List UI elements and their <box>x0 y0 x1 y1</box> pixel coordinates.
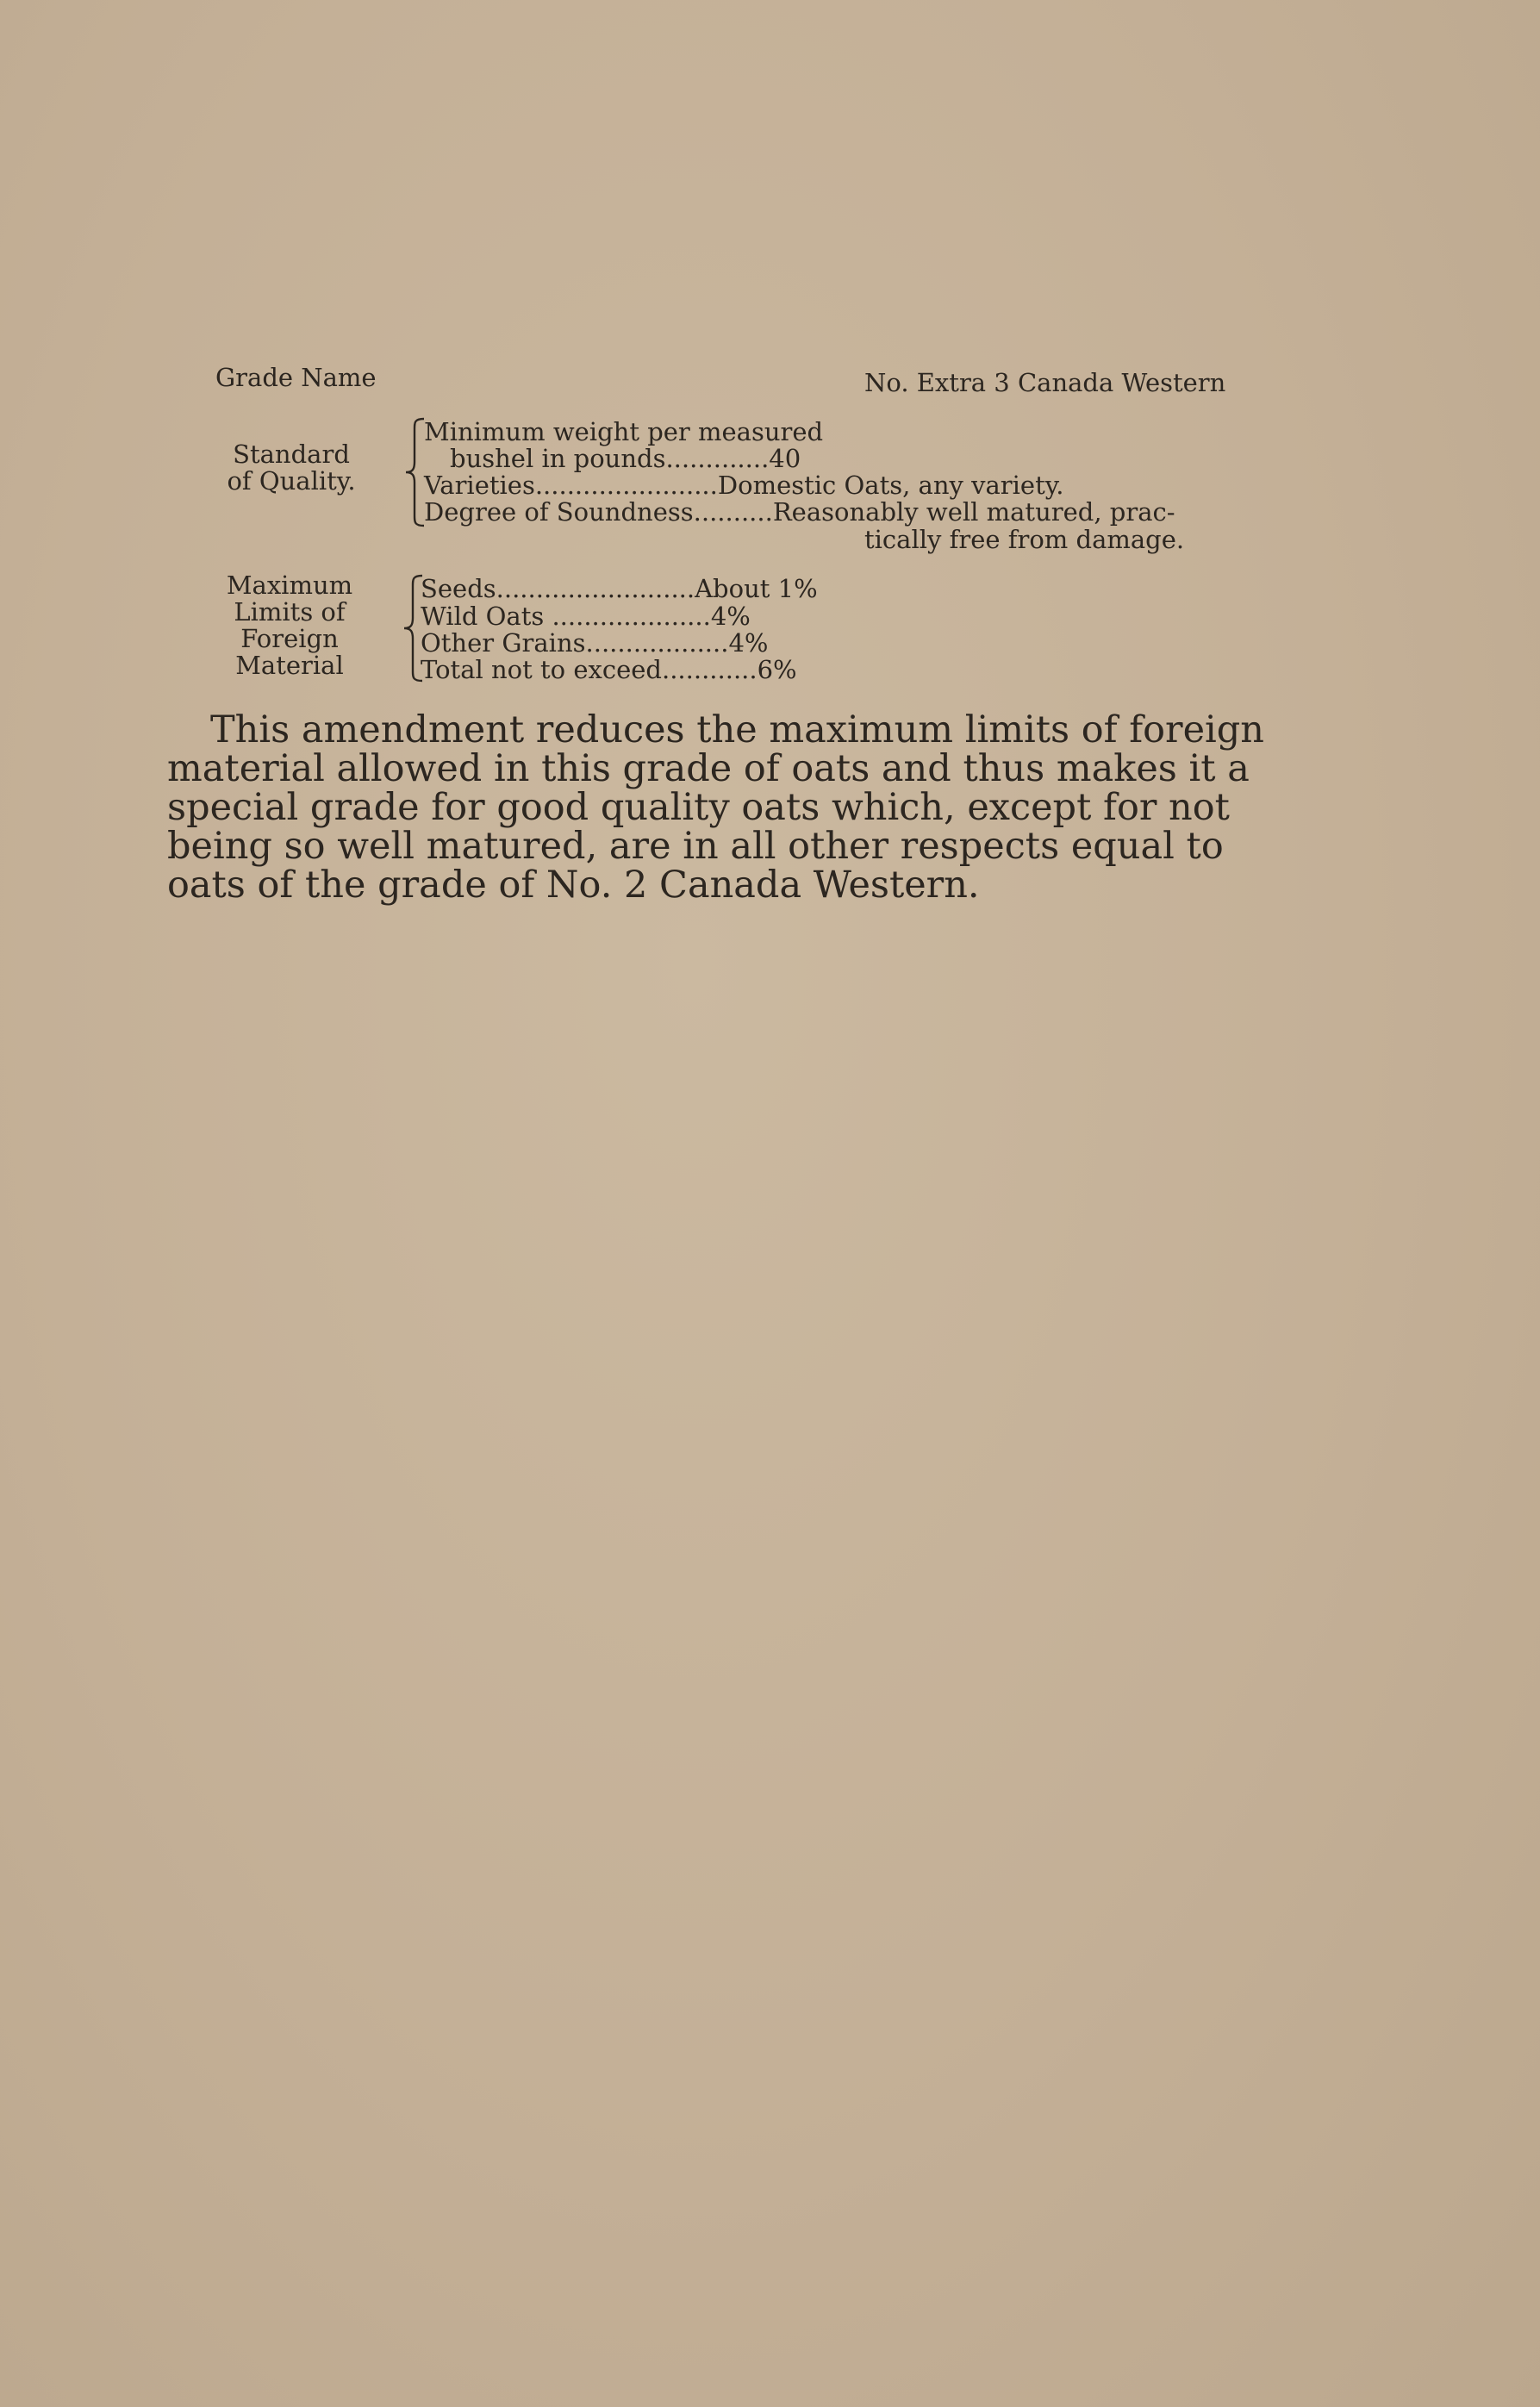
limits-label-line1: Maximum <box>226 571 353 600</box>
paragraph-line-4: being so well matured, are in all other respects equal to <box>167 825 1224 868</box>
paragraph-line-1: This amendment reduces the maximum limits of foreign <box>210 708 1265 751</box>
standard-label-line1: Standard <box>233 440 350 469</box>
standard-row-bushel: bushel in pounds.............40 <box>450 444 801 473</box>
limits-row-other-grains: Other Grains..................4% <box>421 628 769 658</box>
limits-label-line2: Limits of <box>234 597 346 627</box>
paragraph-line-5: oats of the grade of No. 2 Canada Western. <box>167 864 980 907</box>
standard-row-min-weight: Minimum weight per measured <box>424 417 824 446</box>
limits-row-seeds: Seeds.........................About 1% <box>421 574 818 603</box>
limits-row-total: Total not to exceed............6% <box>421 655 797 684</box>
limits-label-line4: Material <box>235 651 344 680</box>
standard-row-soundness-cont: tically free from damage. <box>864 525 1185 554</box>
grade-name-label: Grade Name <box>215 363 377 392</box>
limits-row-wild-oats: Wild Oats ....................4% <box>421 602 751 631</box>
standard-label-line2: of Quality. <box>227 466 356 496</box>
limits-label-line3: Foreign <box>240 624 339 653</box>
paragraph-line-3: special grade for good quality oats which, except for not <box>167 786 1230 829</box>
standard-row-soundness: Degree of Soundness..........Reasonably well matured, prac- <box>424 497 1175 527</box>
standard-row-varieties: Varieties.......................Domestic Oats, any variety. <box>424 471 1064 500</box>
grade-value: No. Extra 3 Canada Western <box>864 368 1226 397</box>
paragraph-line-2: material allowed in this grade of oats and thus makes it a <box>167 747 1250 790</box>
